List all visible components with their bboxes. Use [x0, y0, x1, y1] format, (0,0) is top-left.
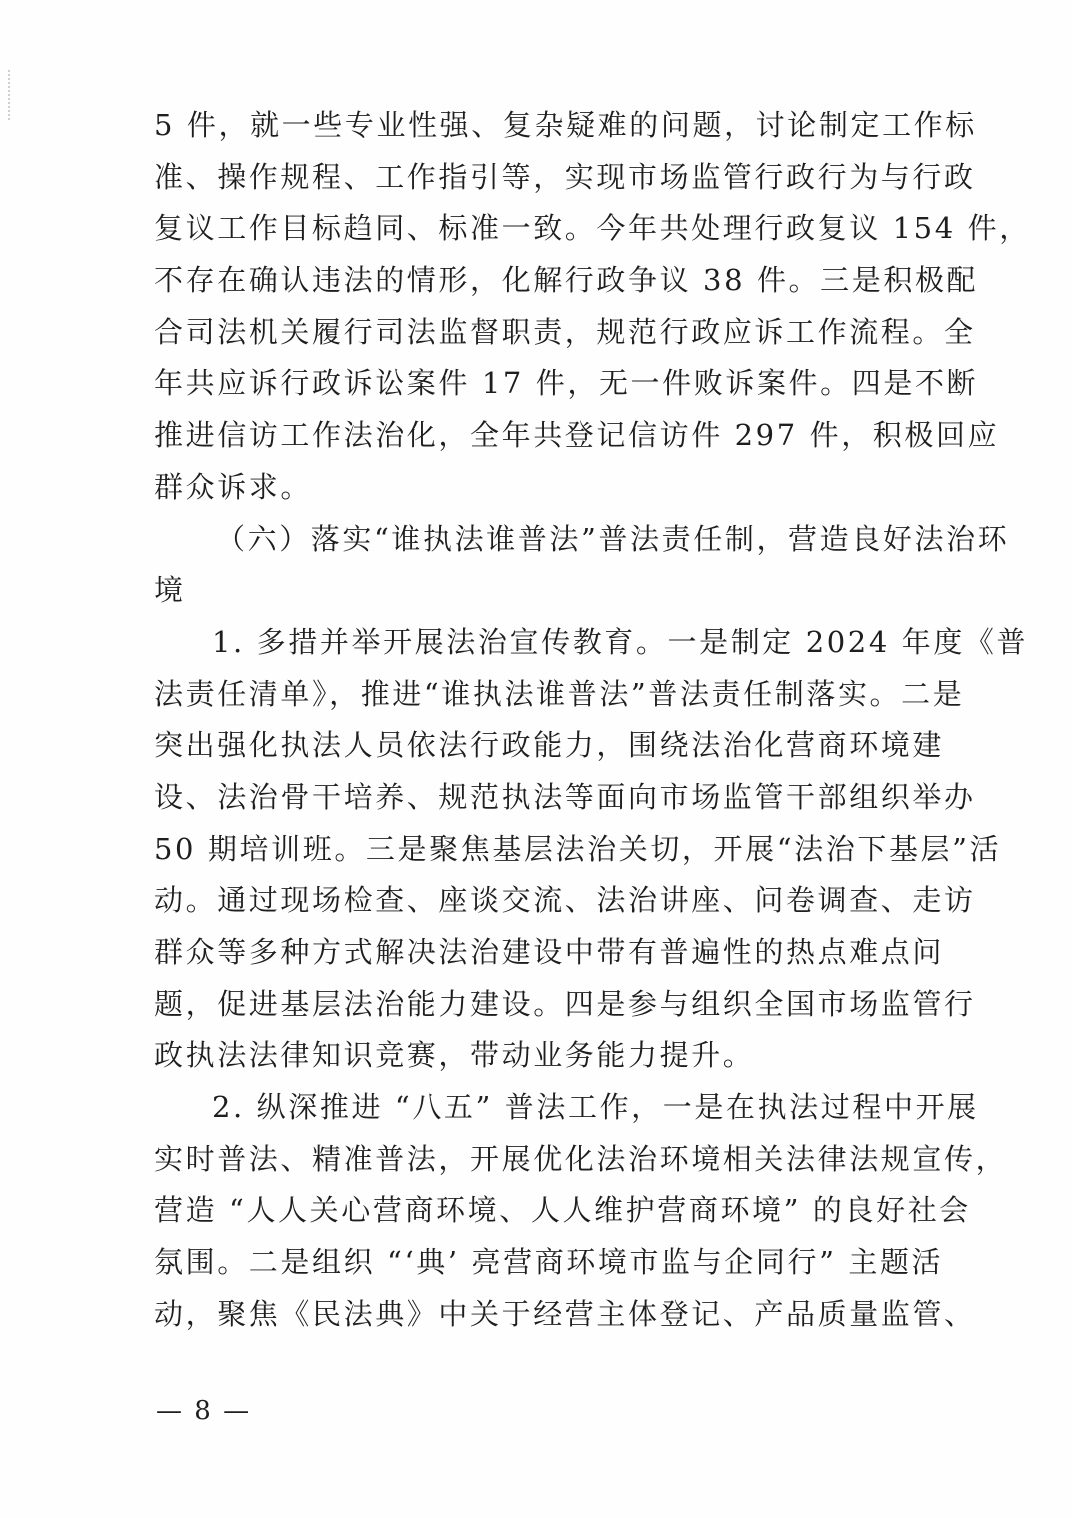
text-line: 题，促进基层法治能力建设。四是参与组织全国市场监管行 — [154, 986, 976, 1021]
text-line: 5 件，就一些专业性强、复杂疑难的问题，讨论制定工作标 — [154, 108, 977, 142]
text-line: 设、法治骨干培养、规范执法等面向市场监管干部组织举办 — [154, 779, 976, 814]
text-line: 2. 纵深推进 “八五” 普法工作，一是在执法过程中开展 — [212, 1090, 979, 1125]
numbered-paragraph-1 — [154, 617, 1029, 1082]
text-line: 氛围。二是组织 “‘典’ 亮营商环境市监与企同行” 主题活 — [154, 1245, 944, 1280]
text-line: 50 期培训班。三是聚焦基层法治关切，开展“法治下基层”活 — [154, 831, 1002, 866]
text-line: 合司法机关履行司法监督职责，规范行政应诉工作流程。全 — [154, 314, 976, 349]
text-line: 准、操作规程、工作指引等，实现市场监管行政行为与行政 — [154, 159, 976, 194]
text-line: 动，聚焦《民法典》中关于经营主体登记、产品质量监管、 — [154, 1296, 976, 1331]
page-number: — 8 — — [156, 1396, 252, 1426]
text-line: 不存在确认违法的情形，化解行政争议 38 件。三是积极配 — [154, 263, 979, 298]
paragraph-continuation — [154, 100, 1031, 514]
heading-line: 境 — [154, 573, 186, 608]
text-line: 法责任清单》，推进“谁执法谁普法”普法责任制落实。二是 — [154, 676, 965, 711]
text-line: 营造 “人人关心营商环境、人人维护营商环境” 的良好社会 — [154, 1193, 971, 1228]
numbered-paragraph-2 — [154, 1082, 1008, 1340]
text-line: 群众诉求。 — [154, 469, 313, 504]
text-line: 复议工作目标趋同、标准一致。今年共处理行政复议 154 件， — [154, 211, 1031, 246]
text-line: 实时普法、精准普法，开展优化法治环境相关法律法规宣传， — [154, 1141, 1008, 1176]
text-line: 动。通过现场检查、座谈交流、法治讲座、问卷调查、走访 — [154, 883, 976, 918]
text-line: 年共应诉行政诉讼案件 17 件，无一件败诉案件。四是不断 — [154, 366, 979, 401]
heading-line: （六）落实“谁执法谁普法”普法责任制，营造良好法治环 — [216, 521, 1010, 556]
text-line: 1. 多措并举开展法治宣传教育。一是制定 2024 年度《普 — [212, 624, 1029, 659]
text-line: 突出强化执法人员依法行政能力，围绕法治化营商环境建 — [154, 728, 945, 763]
body-text — [154, 100, 1031, 1341]
text-line: 推进信访工作法治化，全年共登记信访件 297 件，积极回应 — [154, 418, 1000, 453]
scan-edge-marks — [8, 70, 14, 120]
section-heading — [154, 514, 1010, 617]
text-line: 群众等多种方式解决法治建设中带有普遍性的热点难点问 — [154, 935, 945, 969]
text-line: 政执法法律知识竞赛，带动业务能力提升。 — [154, 1038, 755, 1073]
